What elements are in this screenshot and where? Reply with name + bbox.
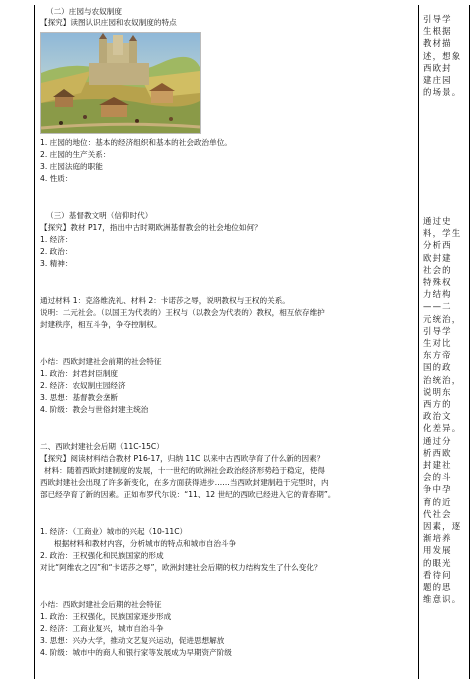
side-note-line: 题的思 [423,582,452,593]
text-line: （三）基督教文明（信仰时代） [46,211,153,220]
side-note-line: ——二 [423,301,452,312]
text-line: 西欧封建社会出现了许多新变化，在多方面获得进步……当西欧封建制趋于完型时，内 [40,478,329,487]
text-line: 【探究】教材 P17，指出中古时期欧洲基督教会的社会地位如何？ [40,223,262,232]
text-line: 小结：西欧封建社会前期的社会特征 [40,357,162,366]
text-line: 材料：随着西欧封建制度的发展，十一世纪的欧洲社会政治经济形势趋于稳定，使得 [44,466,325,475]
side-note-line: 教材描 [423,38,452,49]
side-note-line: 元统治， [423,313,462,324]
text-line: 2. 政治：王权强化和民族国家的形成 [40,551,164,560]
side-note-line: 分析西 [423,240,452,251]
text-line: 2. 经济：农奴制庄园经济 [40,381,126,390]
text-line: 根据材料和教材内容，分析城市的特点和城市自治斗争 [54,539,237,548]
side-note-line: 通过史 [423,216,452,226]
text-line: （二）庄园与农奴制度 [46,7,122,16]
text-line: 二、西欧封建社会后期（11C-15C） [40,442,164,451]
side-note-line: 化差异。 [423,423,462,434]
text-line: 2. 政治： [40,247,73,256]
side-note-line: 的场景。 [423,87,462,98]
side-note-line: 生对比 [423,338,452,349]
side-note-line: 社会的 [423,264,452,275]
text-line: 2. 庄园的生产关系： [40,150,111,159]
text-line: 通过材料 1：克洛维洗礼、材料 2：卡诺莎之辱，说明教权与王权的关系。 [40,296,290,305]
text-line: 3. 思想：兴办大学，推动文艺复兴运动，促进思想解放 [40,636,225,645]
side-note-line: 通过分 [423,435,452,446]
text-line: 【探究】读图认识庄园和农奴制度的特点 [40,18,177,27]
side-note-1 [423,13,463,98]
side-note-line: 述，想象 [423,50,462,61]
side-note-line: 维意识。 [423,594,462,605]
side-note-line: 东方帝 [423,350,452,361]
text-line: 3. 精神： [40,259,73,268]
side-note-line: 治统治， [423,374,462,385]
side-note-line: 会的斗 [423,472,452,483]
side-note-line: 封建社 [423,460,452,471]
text-line: 1. 庄园的地位：基本的经济组织和基本的社会政治单位。 [40,138,232,147]
side-note-line: 引导学 [423,325,452,336]
side-note-line: 西欧封 [423,62,452,73]
manor-illustration [40,32,201,134]
text-line: 【探究】阅读材料结合教材 P16-17，归纳 11C 以来中古西欧孕育了什么新的因素？ [40,454,325,463]
side-note-line: 的眼光 [423,557,452,568]
text-line: 4. 阶级：城市中的商人和银行家等发展成为早期资产阶级 [40,648,232,657]
side-note-line: 析西欧 [423,447,452,458]
side-note-line: 力结构 [423,289,452,300]
side-note-line: 国的政 [423,362,452,373]
text-line: 3. 庄园法庭的职能 [40,162,103,171]
castle-manor-painting [41,33,200,133]
text-line: 小结：西欧封建社会后期的社会特征 [40,600,162,609]
side-note-line: 西方的 [423,399,452,410]
text-line: 3. 思想：基督教会垄断 [40,393,119,402]
side-note-line: 生根据 [423,26,452,37]
text-line: 4. 阶级：教会与世俗封建主统治 [40,405,149,414]
side-note-line: 政治文 [423,411,452,422]
text-line: 对比“阿维农之囚”和“卡诺莎之辱”，欧洲封建社会后期的权力结构发生了什么变化？ [40,563,322,572]
side-note-line: 看待问 [423,569,452,580]
text-line: 1. 经济：（工商业）城市的兴起（10-11C） [40,527,188,536]
side-note-line: 用发展 [423,545,452,556]
text-line: 1. 政治：封君封臣制度 [40,369,119,378]
side-note-line: 引导学 [423,14,452,24]
text-line: 说明：二元社会。（以国王为代表的）王权与（以教会为代表的）教权，相互依存维护 [40,308,325,317]
column-divider [418,5,419,679]
side-note-line: 特殊权 [423,277,452,288]
text-line: 部已经孕育了新的因素。正如布罗代尔说：“11、12 世纪的西欧已经进入它的青春期”。 [40,490,336,499]
side-note-2 [423,215,463,606]
text-line: 1. 经济： [40,235,73,244]
side-note-line: 建庄园 [423,75,452,86]
side-note-line: 欧封建 [423,252,452,263]
side-note-line: 育的近 [423,496,452,507]
text-line: 2. 经济：工商业复兴，城市自治斗争 [40,624,164,633]
side-note-line: 渐培养 [423,533,452,544]
side-note-line: 料，学生 [423,228,462,239]
side-note-line: 争中孕 [423,484,452,495]
side-note-line: 说明东 [423,386,452,397]
side-note-line: 因素，逐 [423,521,462,532]
text-line: 封建秩序，相互斗争，争夺控制权。 [40,320,162,329]
text-line: 4. 性质： [40,174,73,183]
text-line: 1. 政治：王权强化，民族国家逐步形成 [40,612,172,621]
side-note-line: 代社会 [423,508,452,519]
